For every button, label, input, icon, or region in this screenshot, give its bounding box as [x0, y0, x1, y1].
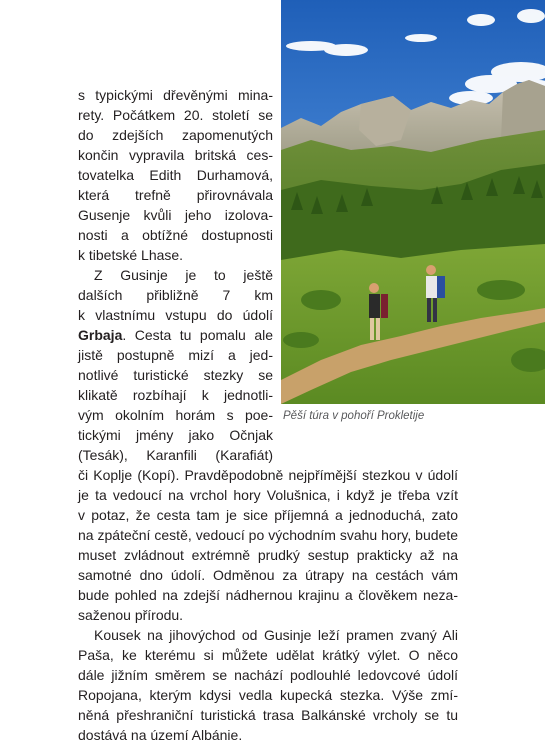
- photo-caption: Pěší túra v pohoří Prokletije: [283, 410, 425, 422]
- text-line: něná přeshraniční turistická trasa Balkánské vrcholy se tu: [78, 707, 458, 723]
- text-line: k tibetské Lhase.: [78, 247, 184, 263]
- text-line: tickými jmény jako Očnjak: [78, 427, 273, 443]
- text-line: Gusenje kvůli jeho izolova-: [78, 207, 273, 223]
- text-line: (Tesák), Karanfili (Karafiát): [78, 447, 273, 463]
- text-line: Grbaja. Cesta tu pomalu ale: [78, 327, 273, 343]
- text-line: vým okolním horám s poe-: [78, 407, 273, 423]
- text-line: dále jižním směrem se nachází podlouhlé ledovcové údolí: [78, 667, 458, 683]
- text-line: [94, 625, 458, 645]
- text-line: do zdejších zapomenutých: [78, 127, 273, 143]
- text-line: muset zvládnout extrémně prudký sestup prakticky až na: [78, 547, 458, 563]
- text-line: končin vypravila britská ces-: [78, 147, 273, 163]
- text-line: s typickými dřevěnými mina-: [78, 87, 273, 103]
- text-line: nosti a obtížné dostupnosti: [78, 227, 273, 243]
- text-line: Ropojana, kterým kdysi vedla kupecká stezka. Výše zmí-: [78, 687, 458, 703]
- text-line: která trefně přirovnávala: [78, 187, 273, 203]
- text-line: tovatelka Edith Durhamová,: [78, 167, 273, 183]
- text-line: na zpáteční cestě, vedoucí po východním svahu hory, budete: [78, 527, 458, 543]
- text-line: či Koplje (Kopí). Pravděpodobně nejpřímější stezkou v údolí: [78, 467, 458, 483]
- text-line: v potaz, že cesta tam je sice příjemná a jednoduchá, zato: [78, 507, 458, 523]
- hiking-photo: [281, 0, 545, 404]
- text-line: dostává na území Albánie.: [78, 727, 243, 743]
- text-line: samotné dno údolí. Odměnou za útrapy na cestách vám: [78, 567, 458, 583]
- text-line: [94, 265, 273, 285]
- line-text: Z Gusinje je to ještě: [94, 267, 273, 283]
- text-line: klikatě rozbíhají k jednotli-: [78, 387, 273, 403]
- text-line: bude pohled na zdejší nádhernou krajinu a člověkem neza-: [78, 587, 458, 603]
- line-text: Cesta tu pomalu ale: [134, 327, 273, 343]
- bold-place-name: Grbaja: [78, 327, 123, 343]
- text-line: notlivé turistické stezky se: [78, 367, 273, 383]
- text-line: je ta vedoucí na vrchol hory Volušnica, i když je třeba vzít: [78, 487, 458, 503]
- text-line: saženou přírodu.: [78, 607, 184, 623]
- text-line: Paša, ke kterému si můžete udělat krátký výlet. O něco: [78, 647, 458, 663]
- text-line: jistě postupně mizí a jed-: [78, 347, 273, 363]
- text-line: rety. Počátkem 20. století se: [78, 107, 273, 123]
- text-line: k vlastnímu vstupu do údolí: [78, 307, 273, 323]
- line-text: Kousek na jihovýchod od Gusinje leží pramen zvaný Ali: [94, 627, 458, 643]
- text-line: dalších přibližně 7 km: [78, 287, 273, 303]
